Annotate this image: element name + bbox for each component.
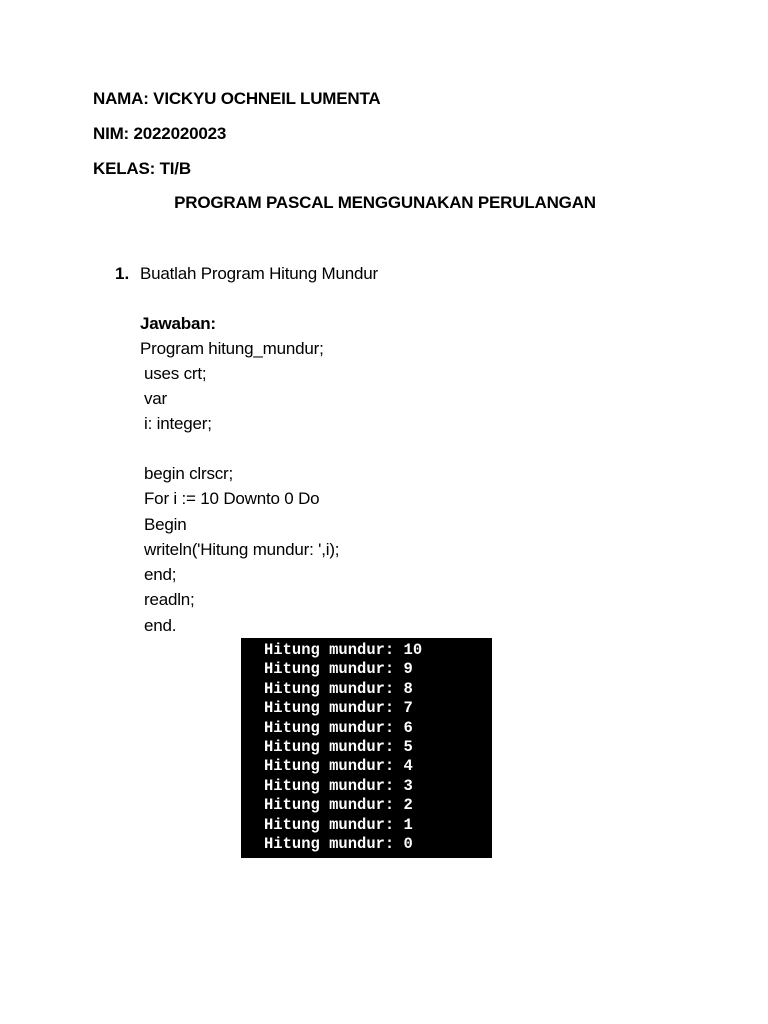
document-title: PROGRAM PASCAL MENGGUNAKAN PERULANGAN xyxy=(174,193,596,212)
terminal-line: Hitung mundur: 1 xyxy=(264,815,413,834)
terminal-line: Hitung mundur: 2 xyxy=(264,796,413,815)
student-nim: NIM: 2022020023 xyxy=(93,124,227,143)
code-line: end. xyxy=(144,616,177,635)
terminal-line: Hitung mundur: 5 xyxy=(264,737,413,756)
question-number: 1. xyxy=(115,264,130,283)
code-line: writeln('Hitung mundur: ',i); xyxy=(144,540,340,559)
code-line: Begin xyxy=(144,515,187,534)
answer-label: Jawaban: xyxy=(140,314,216,333)
terminal-line: Hitung mundur: 7 xyxy=(264,699,413,718)
terminal-line: Hitung mundur: 9 xyxy=(264,660,413,679)
code-line: begin clrscr; xyxy=(144,464,234,483)
terminal-line: Hitung mundur: 10 xyxy=(264,641,423,659)
terminal-line: Hitung mundur: 3 xyxy=(264,776,413,795)
terminal-output-screenshot xyxy=(241,638,492,858)
code-line: var xyxy=(144,389,168,408)
terminal-line: Hitung mundur: 6 xyxy=(264,718,413,737)
terminal-line: Hitung mundur: 8 xyxy=(264,679,413,698)
student-name: NAMA: VICKYU OCHNEIL LUMENTA xyxy=(93,89,381,108)
question-text: Buatlah Program Hitung Mundur xyxy=(140,264,378,283)
code-line: Program hitung_mundur; xyxy=(140,339,324,358)
code-line: i: integer; xyxy=(144,414,212,433)
terminal-line: Hitung mundur: 4 xyxy=(264,757,413,776)
terminal-line: Hitung mundur: 0 xyxy=(264,834,413,853)
code-line: For i := 10 Downto 0 Do xyxy=(144,489,320,508)
student-class: KELAS: TI/B xyxy=(93,159,191,178)
code-line: uses crt; xyxy=(144,364,207,383)
code-line: end; xyxy=(144,565,177,584)
code-line: readln; xyxy=(144,590,195,609)
